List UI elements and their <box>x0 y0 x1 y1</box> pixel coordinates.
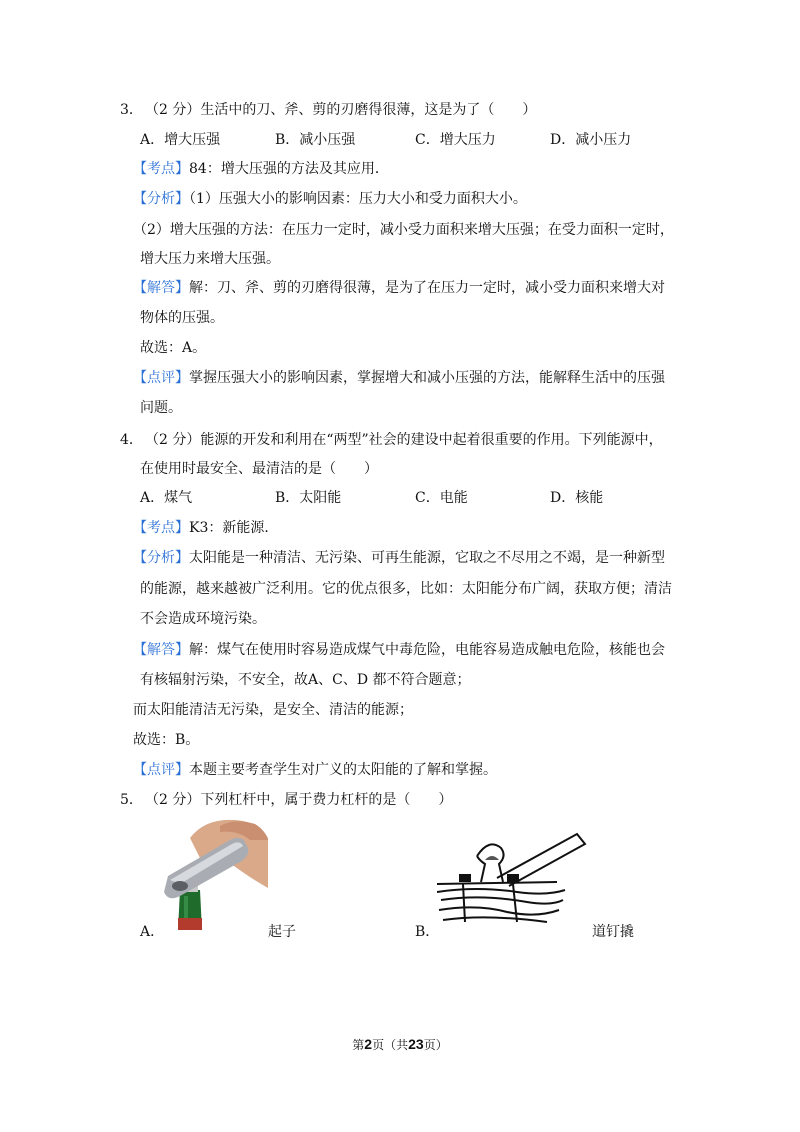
q3-option-d <box>550 130 631 150</box>
dianping-text: 掌握压强大小的影响因素，掌握增大和减小压强的方法，能解释生活中的压强 <box>189 370 665 386</box>
fenxi-text: 太阳能是一种清洁、无污染、可再生能源，它取之不尽用之不竭，是一种新型 <box>189 550 665 566</box>
option-text: 电能 <box>439 490 468 506</box>
q5-option-a-label: A． <box>140 924 165 940</box>
kaodian-tag: 【考点】 <box>133 520 189 536</box>
q3-answer: 故选：A。 <box>140 340 207 356</box>
q4-number: 4． <box>120 432 143 448</box>
option-label: C． <box>415 490 440 506</box>
footer-mid: 页（共 <box>372 1038 409 1052</box>
footer-page-number: 2 <box>364 1036 373 1052</box>
q4-dianping <box>133 760 497 780</box>
kaodian-text: 84：增大压强的方法及其应用． <box>189 161 389 177</box>
q3-stem: （2 分）生活中的刀、斧、剪的刃磨得很薄，这是为了（ ） <box>145 102 537 118</box>
option-label: B． <box>275 490 300 506</box>
dianping-tag: 【点评】 <box>133 370 189 386</box>
footer-suffix: 页） <box>423 1038 448 1052</box>
q3-dianping-line-2: 问题。 <box>140 400 182 416</box>
q5-option-b-label: B． <box>415 924 440 940</box>
option-label: D． <box>550 132 576 148</box>
q4-option-d <box>550 488 603 508</box>
option-label: B． <box>275 132 300 148</box>
option-text: 减小压力 <box>575 132 632 148</box>
q3-number: 3． <box>120 102 143 118</box>
fenxi-text: （1）压强大小的影响因素：压力大小和受力面积大小。 <box>189 191 527 207</box>
q3-dianping <box>133 368 665 388</box>
q3-option-c <box>415 130 496 150</box>
q4-fenxi-line-2: 的能源，越来越被广泛利用。它的优点很多，比如：太阳能分布广阔，获取方便；清洁 <box>140 581 672 597</box>
fenxi-tag: 【分析】 <box>133 191 189 207</box>
page-footer <box>0 1036 800 1053</box>
jieda-text: 解：刀、斧、剪的刃磨得很薄，是为了在压力一定时，减小受力面积来增大对 <box>189 280 665 296</box>
q4-stem-line-2: 在使用时最安全、最清洁的是（ ） <box>140 461 378 477</box>
crowbar-svg <box>437 830 592 925</box>
q4-jieda <box>133 640 665 660</box>
jieda-text: 解：煤气在使用时容易造成煤气中毒危险，电能容易造成触电危险，核能也会 <box>189 642 665 658</box>
q4-option-b <box>275 488 341 508</box>
q5-stem: （2 分）下列杠杆中，属于费力杠杆的是（ ） <box>145 792 453 808</box>
option-label: C． <box>415 132 440 148</box>
option-text: 太阳能 <box>299 490 342 506</box>
footer-total-pages: 23 <box>408 1036 424 1052</box>
q4-option-a <box>140 488 192 508</box>
q4-fenxi <box>133 548 665 568</box>
q5-number: 5． <box>120 792 143 808</box>
dianping-tag: 【点评】 <box>133 762 189 778</box>
dianping-text: 本题主要考查学生对广义的太阳能的了解和掌握。 <box>189 762 497 778</box>
q3-option-a <box>140 130 220 150</box>
q5-option-b-caption: 道钉撬 <box>592 924 634 940</box>
kaodian-tag: 【考点】 <box>133 161 189 177</box>
jieda-tag: 【解答】 <box>133 642 189 658</box>
q4-stem: （2 分）能源的开发和利用在“两型”社会的建设中起着很重要的作用。下列能源中， <box>145 432 663 448</box>
option-label: D． <box>550 490 576 506</box>
q3-kaodian <box>133 159 389 179</box>
q4-jieda-line-3: 而太阳能清洁无污染，是安全、清洁的能源； <box>133 702 413 718</box>
q3-fenxi-line-2: （2）增大压强的方法：在压力一定时，减小受力面积来增大压强；在受力面积一定时， <box>133 222 674 238</box>
q4-kaodian <box>133 518 278 538</box>
option-label: A． <box>140 490 165 506</box>
footer-prefix: 第 <box>352 1038 365 1052</box>
q4-jieda-line-2: 有核辐射污染，不安全，故A、C、D 都不符合题意； <box>140 672 471 688</box>
kaodian-text: K3：新能源． <box>189 520 279 536</box>
q4-answer: 故选：B。 <box>133 732 200 748</box>
fenxi-tag: 【分析】 <box>133 550 189 566</box>
rail-spike-crowbar-drawing-icon <box>437 830 592 925</box>
option-text: 核能 <box>575 490 604 506</box>
option-text: 煤气 <box>164 490 193 506</box>
q5-option-a-caption: 起子 <box>268 924 296 940</box>
q4-fenxi-line-3: 不会造成环境污染。 <box>140 611 266 627</box>
option-text: 减小压强 <box>299 132 356 148</box>
bottle-opener-photo-icon <box>160 818 268 930</box>
bottle-opener-svg <box>160 818 268 930</box>
option-text: 增大压力 <box>439 132 496 148</box>
option-label: A． <box>140 132 165 148</box>
q3-option-b <box>275 130 355 150</box>
q3-fenxi <box>133 189 527 209</box>
q4-option-c <box>415 488 468 508</box>
q3-fenxi-line-3: 增大压力来增大压强。 <box>140 251 280 267</box>
option-text: 增大压强 <box>164 132 221 148</box>
q3-jieda-line-2: 物体的压强。 <box>140 310 224 326</box>
jieda-tag: 【解答】 <box>133 280 189 296</box>
q3-jieda <box>133 278 665 298</box>
